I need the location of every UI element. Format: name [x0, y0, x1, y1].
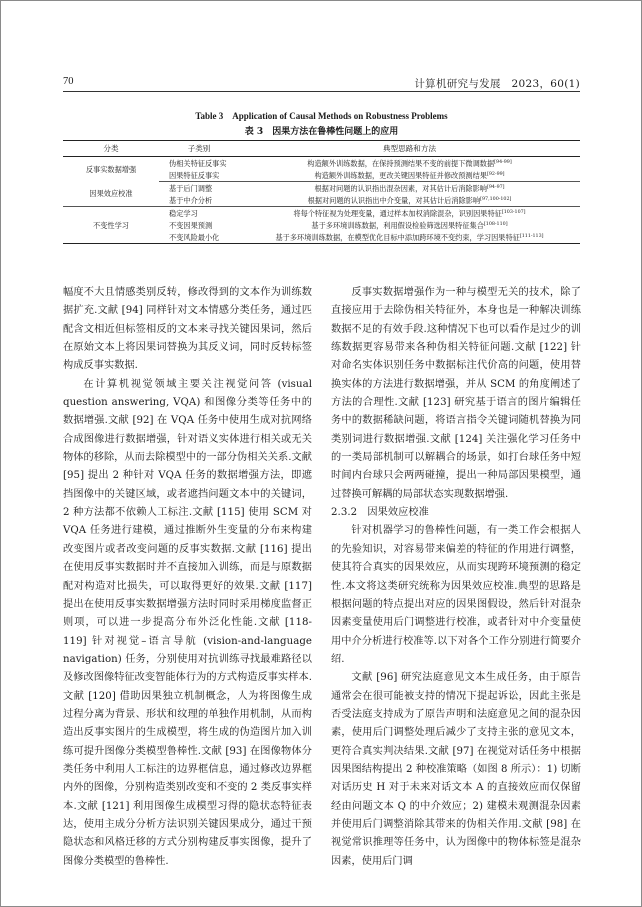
table-caption-cn: 表 3 因果方法在鲁棒性问题上的应用	[244, 127, 399, 137]
citation-ref: [111-113]	[519, 234, 544, 239]
right-text-column	[331, 284, 581, 871]
method-cell	[239, 207, 580, 220]
citation-ref: [97,100-102]	[480, 197, 512, 202]
table-row	[63, 157, 580, 170]
table-caption-en: Table 3 Application of Causal Methods on Robustness Problems	[195, 111, 448, 121]
method-text: 基于多环境训练数据，在模型优化目标中添加跨环境不变约束，学习因果特征	[275, 233, 520, 242]
table-row	[63, 182, 580, 195]
method-text: 构造额外训练数据，更改关键因果特征并修改预测结果	[314, 171, 487, 180]
method-text: 构造额外训练数据，在保持预测结果不变的前提下微调数据	[307, 159, 495, 168]
citation-ref: [108-110]	[483, 222, 508, 227]
running-header	[63, 73, 580, 92]
subcategory-cell: 不变因果预测	[169, 220, 213, 230]
body-paragraph: 针对机器学习的鲁棒性问题，有一类工作会根据人的先验知识，对容易带来偏差的特征的作用进行调整，使其符合真实的因果效应，从而实现跨环境预测的稳定性.本文将这类研究统称为因果效应校准.典型的思路是根据问题的特点提出对应的因果图假设，然后针对混杂因素变量使用后门调整进行校准，或者针对中介变量使用中介分析进行校准等.以下对各个工作分别进行简要介绍.	[331, 525, 581, 665]
method-cell	[239, 157, 580, 170]
body-paragraph: 反事实数据增强作为一种与模型无关的技术，除了直接应用于去除伪相关特征外，本身也是一种解决训练数据不足的有效手段.这种情况下也可以看作是过少的训练数据更容易带来各种伪相关特征问题.文献 [122] 针对命名实体识别任务中数据标注代价高的问题，使用替换实体的方法进行数据增强，并从 SCM 的角度阐述了方法的合理性.文献 [123] 研究基于语言的图片编辑任务中的数据稀缺问题，将语言指令关键词随机替换为同类别词进行数据增强.文献 [124] 关注强化学习任务中的一类局部机制可以解耦合的场景，如打台球任务中短时间内台球只会两两碰撞，提出一种局部因果模型，通过替换可解耦的局部状态实现数据增强.	[331, 287, 581, 500]
body-paragraph: 文献 [96] 研究法庭意见文本生成任务，由于原告通常会在很可能被支持的情况下提起诉讼，因此主张是否受法庭支持成为了原告声明和法庭意见之间的混杂因素，使用后门调整处理后减少了支持主张的意见文本，更符合真实判决结果.文献 [97] 在视觉对话任务中根据因果图结构提出 2 种校准策略（如图 8 所示）：1) 切断对话历史 H 对于未来对话文本 A 的直接效应而仅保留经由问题文本 Q 的中介效应；2) 建模未观测混杂因素并使用后门调整消除其带来的伪相关作用.文献 [98] 在视觉常识推理等任务中，认为图像中的物体标签是混杂因素，使用后门调	[331, 672, 581, 867]
column-header-category: 分类	[63, 141, 159, 157]
method-text: 根据对问题的认识指出中介变量，对其估计后消除影响	[307, 196, 481, 205]
category-cell: 反事实数据增强	[85, 164, 137, 174]
section-heading: 2.3.2 因果效应校准	[331, 507, 429, 519]
citation-ref: [92-99]	[486, 172, 505, 177]
subcategory-cell: 不变风险最小化	[159, 231, 239, 244]
category-cell: 因果效应校准	[63, 182, 159, 207]
left-text-column	[63, 284, 312, 871]
column-header-subcategory: 子类别	[159, 141, 239, 157]
citation-ref: [94-99]	[494, 160, 512, 165]
method-text: 根据对问题的认识指出混杂因素，对其估计后消除影响	[314, 184, 487, 193]
citation-ref: [94-97]	[486, 185, 505, 190]
citation-ref: [103-107]	[501, 210, 526, 215]
category-cell: 不变性学习	[63, 207, 159, 244]
method-cell	[239, 194, 580, 207]
method-text: 将每个特征视为处理变量，通过样本加权消除混杂，识别因果特征	[293, 209, 502, 218]
page-number: 70	[63, 76, 74, 87]
subcategory-cell: 稳定学习	[169, 208, 198, 218]
subcategory-cell: 因果特征反事实	[159, 169, 239, 182]
subcategory-cell: 基于后门调整	[169, 183, 213, 193]
subcategory-cell: 伪相关特征反事实	[169, 158, 227, 168]
body-paragraph: 幅度不大且情感类别反转，修改得到的文本作为训练数据扩充.文献 [94] 同样针对文本情感分类任务，通过匹配含文相近但标签相反的文本来寻找关键因果词，然后在原始文本上将因果词替换为其反义词，同时反转标签构成反事实数据.	[63, 287, 312, 372]
method-text: 基于多环境训练数据，利用假设检验筛选因果特征集合	[311, 221, 484, 230]
body-paragraph: 在计算机视觉领域主要关注视觉问答 (visual question answering, VQA) 和图像分类等任务中的数据增强.文献 [92] 在 VQA 任务中使用生成对抗网络合成图像进行数据增强，针对语义实体进行相关或无关物体的移除，从而去除模型中的一部分伪相关关系.文献 [95] 提出 2 种针对 VQA 任务的数据增强方法，即遮挡图像中的关键区域，或者遮挡问题文本中的关键词，2 种方法都不依赖人工标注.文献 [115] 使用 SCM 对 VQA 任务进行建模，通过推断外生变量的分布来构建改变图片或者改变问题的反事实数据.文献 [116] 提出在使用反事实数据时并不直接加入训练，而是与原数据配对构造对比损失，可以取得更好的效果.文献 [117] 提出在使用反事实数据增强方法时同时采用梯度监督正则项，可以进一步提高分布外泛化性能.文献 [118-119] 针对视觉–语言导航 (vision-and-language navigation) 任务，分别使用对抗训练寻找最难路径以及修改图像特征改变智能体行为的方式构造反事实样本.文献 [120] 借助因果独立机制概念，人为将图像生成过程分离为背景、形状和纹理的单独作用机制，从而构造出反事实图片的生成模型，将生成的伪造图片加入训练可提升图像分类模型鲁棒性.文献 [93] 在图像物体分类任务中利用人工标注的边界框信息，通过修改边界框内外的图像，分别构造类别改变和不变的 2 类反事实样本.文献 [121] 利用图像生成模型习得的隐状态特征表达，使用主成分分析方法识别关键因果成分，通过干预隐状态和风格迁移的方式分别构建反事实图像，提升了图像分类模型的鲁棒性.	[63, 378, 312, 867]
subcategory-cell: 基于中介分析	[159, 194, 239, 207]
method-cell	[239, 182, 580, 195]
journal-title: 计算机研究与发展 2023，60(1)	[414, 78, 580, 90]
table-header-row	[63, 141, 580, 157]
table-row	[63, 207, 580, 220]
column-header-method: 典型思路和方法	[239, 141, 580, 157]
method-cell	[239, 219, 580, 231]
method-cell	[239, 231, 580, 244]
causal-methods-table	[63, 140, 580, 244]
method-cell	[239, 169, 580, 182]
